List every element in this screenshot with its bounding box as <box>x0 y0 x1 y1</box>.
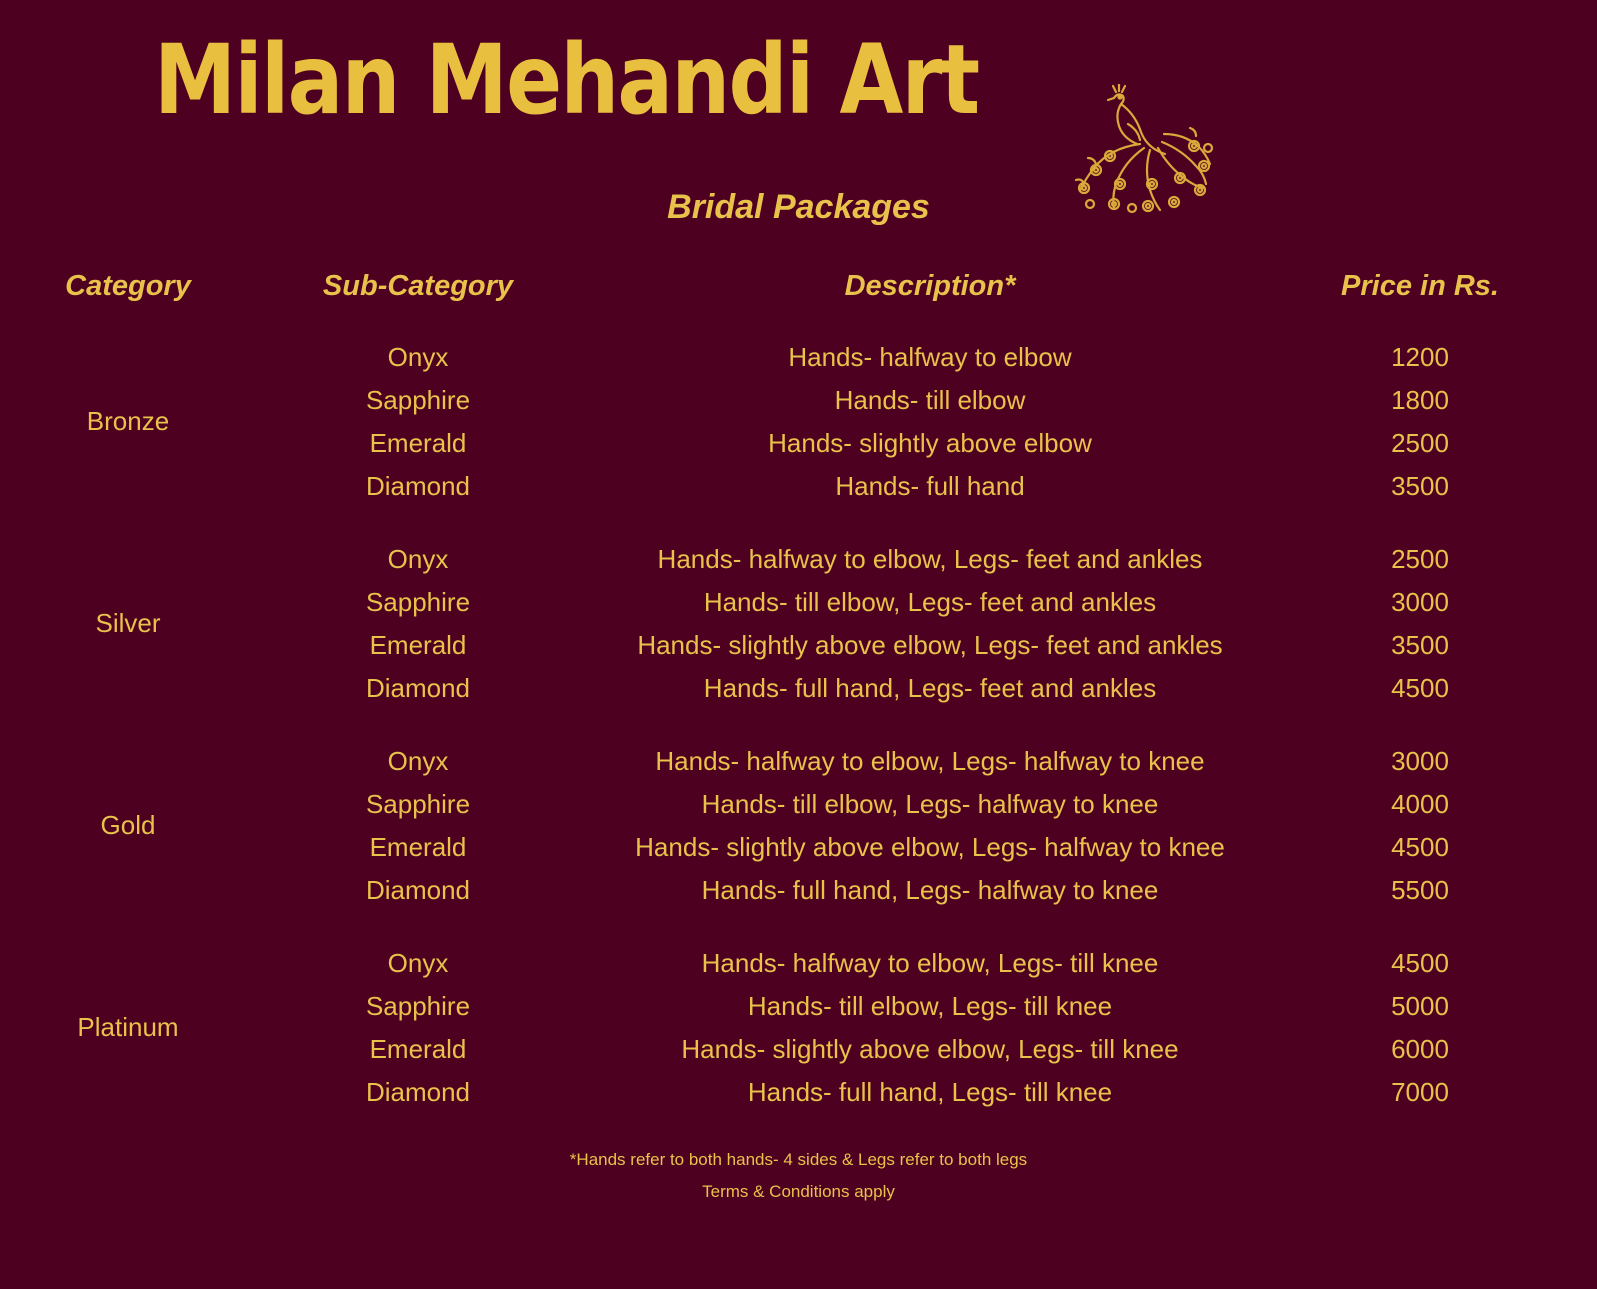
table-row <box>0 623 1597 667</box>
description-cell: Hands- halfway to elbow <box>788 342 1072 372</box>
price-cell: 4500 <box>1391 948 1449 978</box>
sub-category-cell: Sapphire <box>365 385 471 415</box>
header-price: Price in Rs. <box>1341 270 1499 302</box>
table-row <box>0 739 1597 783</box>
table-row <box>0 335 1597 379</box>
price-cell: 2500 <box>1391 428 1449 458</box>
sub-category-cell: Emerald <box>369 428 467 458</box>
description-cell: Hands- till elbow <box>834 385 1026 415</box>
table-row <box>0 580 1597 624</box>
description-cell: Hands- halfway to elbow, Legs- halfway to knee <box>655 746 1205 776</box>
table-row <box>0 984 1597 1028</box>
price-cell: 3500 <box>1391 471 1449 501</box>
table-row <box>0 537 1597 581</box>
description-cell: Hands- full hand, Legs- feet and ankles <box>703 673 1157 703</box>
price-cell: 6000 <box>1391 1034 1449 1064</box>
description-cell: Hands- slightly above elbow <box>768 428 1092 458</box>
description-cell: Hands- slightly above elbow, Legs- halfway to knee <box>635 832 1225 862</box>
price-cell: 3500 <box>1391 630 1449 660</box>
header-sub-category: Sub-Category <box>322 270 514 302</box>
description-cell: Hands- full hand, Legs- halfway to knee <box>701 875 1159 905</box>
brand-title: Milan Mehandi Art <box>154 24 979 136</box>
sub-category-cell: Onyx <box>387 746 449 776</box>
price-cell: 5000 <box>1391 991 1449 1021</box>
price-cell: 7000 <box>1391 1077 1449 1107</box>
terms-note: Terms & Conditions apply <box>702 1182 895 1201</box>
table-row <box>0 1070 1597 1114</box>
description-cell: Hands- halfway to elbow, Legs- till knee <box>701 948 1159 978</box>
price-cell: 4000 <box>1391 789 1449 819</box>
price-cell: 3000 <box>1391 746 1449 776</box>
description-cell: Hands- slightly above elbow, Legs- feet and ankles <box>637 630 1223 660</box>
description-cell: Hands- full hand <box>835 471 1025 501</box>
description-cell: Hands- till elbow, Legs- halfway to knee <box>701 789 1159 819</box>
table-row <box>0 782 1597 826</box>
description-cell: Hands- till elbow, Legs- till knee <box>747 991 1113 1021</box>
table-row <box>0 666 1597 710</box>
sub-category-cell: Sapphire <box>365 587 471 617</box>
sub-category-cell: Diamond <box>365 1077 471 1107</box>
sub-category-cell: Sapphire <box>365 991 471 1021</box>
category-label: Bronze <box>86 406 170 436</box>
sub-category-cell: Emerald <box>369 630 467 660</box>
sub-category-cell: Onyx <box>387 948 449 978</box>
price-cell: 1200 <box>1391 342 1449 372</box>
table-row <box>0 378 1597 422</box>
header-category: Category <box>65 270 191 302</box>
price-cell: 4500 <box>1391 673 1449 703</box>
sub-category-cell: Onyx <box>387 544 449 574</box>
price-cell: 3000 <box>1391 587 1449 617</box>
table-row <box>0 464 1597 508</box>
category-label: Platinum <box>77 1012 179 1042</box>
category-label: Gold <box>100 810 156 840</box>
description-cell: Hands- till elbow, Legs- feet and ankles <box>703 587 1157 617</box>
sub-category-cell: Emerald <box>369 832 467 862</box>
sub-category-cell: Diamond <box>365 673 471 703</box>
table-row <box>0 825 1597 869</box>
section-title: Bridal Packages <box>667 188 930 226</box>
description-cell: Hands- slightly above elbow, Legs- till knee <box>681 1034 1179 1064</box>
table-row <box>0 1027 1597 1071</box>
header-description: Description* <box>844 270 1016 302</box>
sub-category-cell: Sapphire <box>365 789 471 819</box>
price-cell: 4500 <box>1391 832 1449 862</box>
sub-category-cell: Emerald <box>369 1034 467 1064</box>
price-cell: 1800 <box>1391 385 1449 415</box>
table-row <box>0 941 1597 985</box>
table-row <box>0 868 1597 912</box>
sub-category-cell: Onyx <box>387 342 449 372</box>
price-cell: 2500 <box>1391 544 1449 574</box>
price-cell: 5500 <box>1391 875 1449 905</box>
description-cell: Hands- halfway to elbow, Legs- feet and ankles <box>657 544 1203 574</box>
table-row <box>0 421 1597 465</box>
footnote: *Hands refer to both hands- 4 sides & Legs refer to both legs <box>569 1150 1028 1169</box>
sub-category-cell: Diamond <box>365 471 471 501</box>
sub-category-cell: Diamond <box>365 875 471 905</box>
category-label: Silver <box>95 608 161 638</box>
description-cell: Hands- full hand, Legs- till knee <box>747 1077 1113 1107</box>
